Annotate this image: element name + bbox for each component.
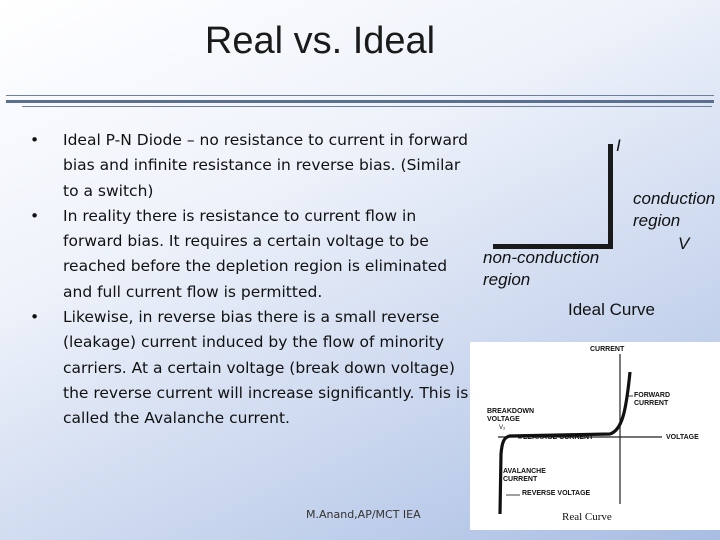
forward-current-line: FORWARD	[634, 392, 671, 399]
vz-label: V₂	[499, 425, 506, 431]
avalanche-current-line: AVALANCHE	[503, 468, 546, 475]
axis-i-label: I	[616, 136, 621, 155]
voltage-axis-label: VOLTAGE	[666, 434, 699, 441]
breakdown-voltage-line: VOLTAGE	[487, 416, 520, 423]
title-rule-thick	[6, 100, 714, 103]
nonconduction-region-label	[483, 247, 599, 291]
bullet-item: • In reality there is resistance to current flow in forward bias. It requires a certain voltage to be reached before the depletion region is eliminated and full current flow is permitted.	[30, 204, 470, 305]
ideal-curve-diagram	[470, 130, 720, 330]
title-rule-thin-top	[6, 95, 714, 96]
axis-v-label: V	[678, 234, 690, 253]
breakdown-voltage-label	[487, 408, 534, 424]
avalanche-current-label	[503, 468, 546, 484]
slide-footer: M.Anand,AP/MCT IEA	[306, 508, 421, 521]
bullet-item: • Ideal P-N Diode – no resistance to current in forward bias and infinite resistance in reverse bias. (Similar to a switch)	[30, 128, 470, 204]
avalanche-current-line: CURRENT	[503, 476, 538, 483]
nonconduction-label-line: region	[483, 270, 531, 289]
nonconduction-label-line: non-conduction	[483, 248, 600, 267]
real-curve-caption: Real Curve	[562, 511, 612, 523]
reverse-voltage-label: REVERSE VOLTAGE	[522, 490, 591, 497]
ideal-curve-caption: Ideal Curve	[568, 300, 655, 319]
title-rule-thin-bottom	[22, 106, 712, 107]
slide-title: Real vs. Ideal	[204, 20, 436, 62]
bullet-item: • Likewise, in reverse bias there is a small reverse (leakage) current induced by the flow of minority carriers. At a certain voltage (break down voltage) the reverse current will increase significantly. This is called the Avalanche current.	[30, 305, 470, 431]
bullet-list	[30, 128, 470, 432]
conduction-region-label	[633, 188, 715, 232]
current-axis-label: CURRENT	[590, 346, 625, 353]
real-curve-diagram	[470, 342, 720, 530]
ideal-vertical-line	[608, 144, 613, 248]
conduction-label-line: conduction	[633, 189, 716, 208]
forward-current-line: CURRENT	[634, 400, 669, 407]
forward-current-label	[634, 392, 670, 408]
breakdown-voltage-line: BREAKDOWN	[487, 408, 535, 415]
conduction-label-line: region	[633, 211, 681, 230]
leakage-current-label: LEAKAGE CURRENT	[523, 434, 594, 441]
